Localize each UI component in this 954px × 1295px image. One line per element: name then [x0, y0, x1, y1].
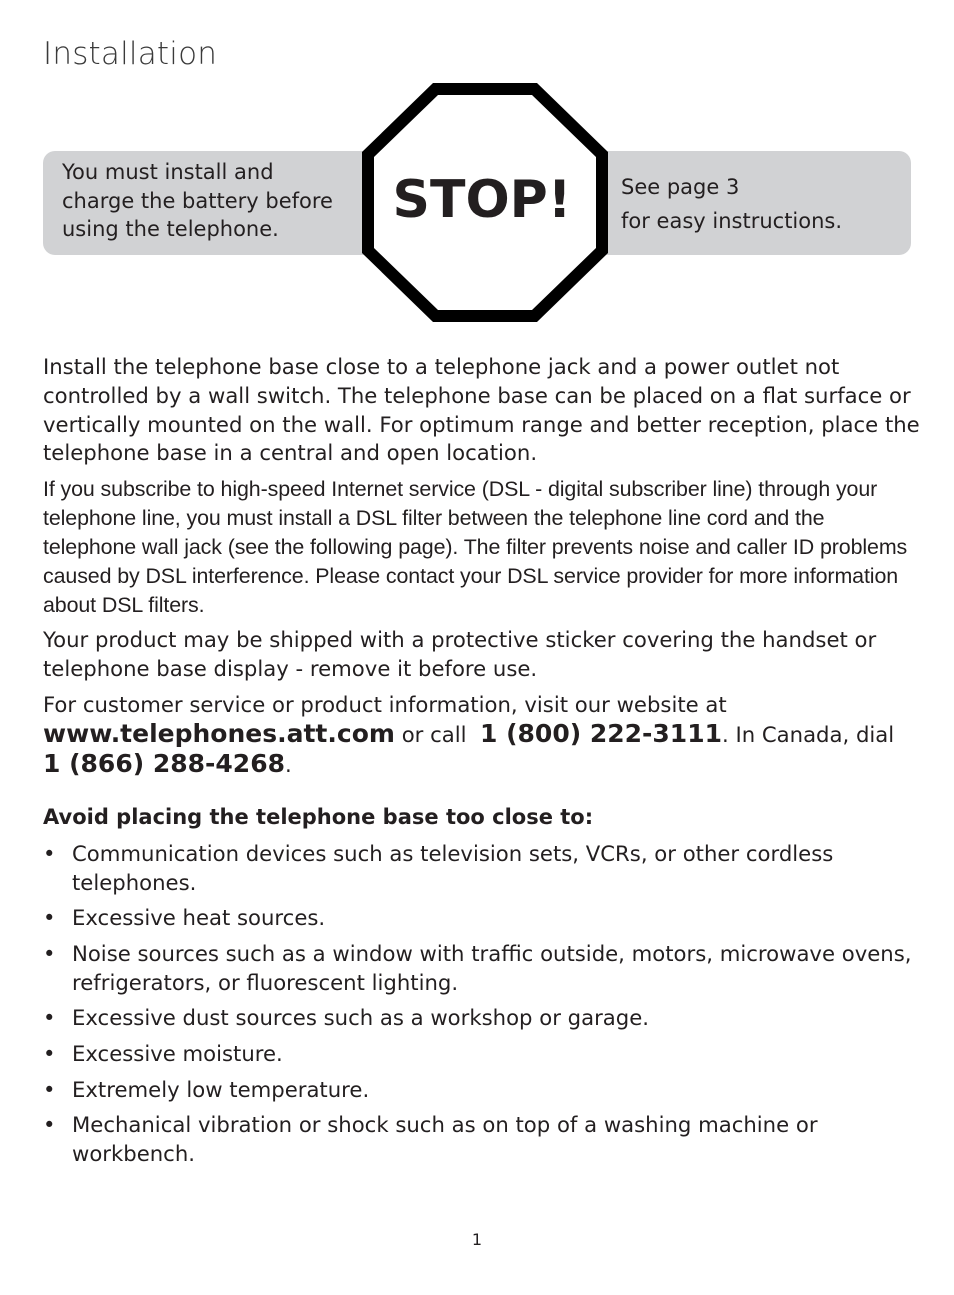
stop-banner — [0, 80, 954, 325]
battery-warning-line: charge the battery before — [62, 188, 333, 213]
list-item — [43, 904, 923, 933]
list-item-text: Extremely low temperature. — [72, 1076, 370, 1102]
bullet-icon: • — [43, 1005, 56, 1031]
avoid-heading: Avoid placing the telephone base too close to: — [43, 805, 594, 829]
page-heading: Installation — [43, 36, 218, 72]
list-item — [43, 1076, 923, 1105]
list-item-text: Excessive dust sources such as a workshop or garage. — [72, 1005, 649, 1031]
customer-service-paragraph — [43, 691, 923, 779]
bullet-icon: • — [43, 1112, 56, 1138]
dsl-paragraph: If you subscribe to high-speed Internet service (DSL - digital subscriber line) through your telephone line, you must install a DSL filter between the telephone line cord and the telephone wall jack (see the following page). The filter prevents noise and caller ID problems caused by DSL interference. Please contact your DSL service provider for more information about DSL filters. — [43, 477, 908, 617]
battery-warning-callout — [43, 151, 383, 255]
bullet-icon: • — [43, 905, 56, 931]
avoid-list — [43, 840, 923, 1176]
list-item — [43, 940, 923, 998]
stop-sign-icon — [360, 80, 610, 325]
contact-intro: For customer service or product information, visit our website at — [43, 692, 727, 717]
placement-paragraph: Install the telephone base close to a telephone jack and a power outlet not controlled by a wall switch. The telephone base can be placed on a flat surface or vertically mounted on the wall. For optimum range and better reception, place the telephone base in a central and open location. — [43, 354, 920, 466]
canada-phone-number: 1 (866) 288-4268 — [43, 748, 285, 778]
bullet-icon: • — [43, 1040, 56, 1066]
list-item — [43, 1111, 923, 1169]
list-item — [43, 1004, 923, 1033]
website-link[interactable]: www.telephones.att.com — [43, 718, 395, 748]
bullet-icon: • — [43, 940, 56, 966]
us-phone-number: 1 (800) 222-3111 — [480, 718, 722, 748]
list-item-text: Mechanical vibration or shock such as on top of a washing machine or workbench. — [72, 1112, 818, 1166]
contact-end: . — [284, 751, 292, 777]
bullet-icon: • — [43, 1076, 56, 1102]
list-item — [43, 1040, 923, 1069]
see-page-callout — [590, 151, 911, 255]
page-number: 1 — [471, 1230, 483, 1249]
list-item-text: Communication devices such as television sets, VCRs, or other cordless telephones. — [72, 841, 834, 895]
bullet-icon: • — [43, 841, 56, 866]
stop-label: STOP! — [392, 170, 572, 230]
list-item — [43, 840, 923, 898]
see-page-line: See page 3 — [621, 175, 740, 199]
list-item-text: Excessive heat sources. — [72, 905, 326, 931]
battery-warning-line: using the telephone. — [62, 217, 279, 241]
canada-text: . In Canada, dial — [721, 721, 895, 747]
or-call-text: or call — [401, 721, 467, 747]
sticker-paragraph: Your product may be shipped with a protective sticker covering the handset or telephone base display - remove it before use. — [43, 627, 877, 681]
list-item-text: Excessive moisture. — [72, 1040, 283, 1066]
list-item-text: Noise sources such as a window with traffic outside, motors, microwave ovens, refrigerators, or fluorescent lighting. — [72, 940, 912, 995]
battery-warning-line: You must install and — [62, 160, 274, 184]
see-page-line: for easy instructions. — [621, 209, 843, 233]
